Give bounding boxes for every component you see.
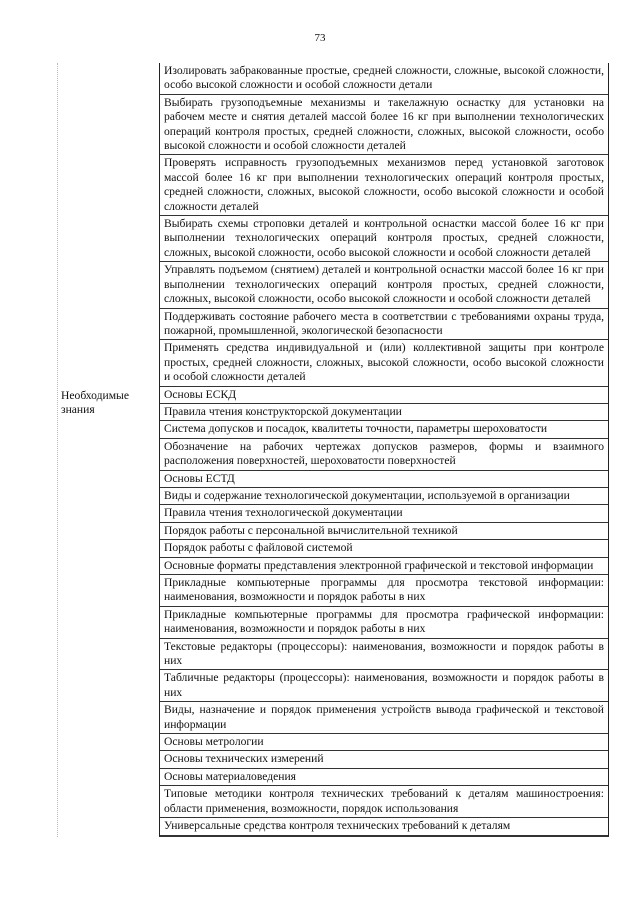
table-row: Прикладные компьютерные программы для просмотра графической информации: наименования, возможности и порядок работы в них bbox=[160, 607, 608, 639]
section-rows bbox=[159, 387, 609, 837]
table-row: Типовые методики контроля технических требований к деталям машиностроения: области применения, возможности, порядок использования bbox=[160, 786, 608, 818]
table-row: Основы технических измерений bbox=[160, 751, 608, 768]
table-row: Порядок работы с персональной вычислительной техникой bbox=[160, 523, 608, 540]
page-number: 73 bbox=[314, 32, 326, 44]
table-row: Правила чтения технологической документации bbox=[160, 505, 608, 522]
table-row: Виды и содержание технологической документации, используемой в организации bbox=[160, 488, 608, 505]
table-row: Прикладные компьютерные программы для просмотра текстовой информации: наименования, возможности и порядок работы в них bbox=[160, 575, 608, 607]
table-row: Выбирать грузоподъемные механизмы и такелажную оснастку для установки на рабочем месте и снятия деталей массой более 16 кг при выполнении технологических операций контроля простых, средней сложности, сложных, высокой сложности, особо высокой сложности и особой сложности деталей bbox=[160, 95, 608, 156]
table-row: Основы ЕСТД bbox=[160, 471, 608, 488]
table-row: Проверять исправность грузоподъемных механизмов перед установкой заготовок массой более 16 кг при выполнении технологических операций контроля простых, средней сложности, сложных, высокой сложности, особо высокой сложности и особой сложности деталей bbox=[160, 155, 608, 216]
table-row: Поддерживать состояние рабочего места в соответствии с требованиями охраны труда, пожарной, промышленной, экологической безопасности bbox=[160, 309, 608, 341]
table-row: Правила чтения конструкторской документации bbox=[160, 404, 608, 421]
table-row: Виды, назначение и порядок применения устройств вывода графической и текстовой информации bbox=[160, 702, 608, 734]
table-row: Выбирать схемы строповки деталей и контрольной оснастки массой более 16 кг при выполнении технологических операций контроля простых, средней сложности, сложных, высокой сложности, особо высокой сложности и особой сложности деталей bbox=[160, 216, 608, 262]
table-row: Универсальные средства контроля технических требований к деталям bbox=[160, 818, 608, 835]
table-row: Порядок работы с файловой системой bbox=[160, 540, 608, 557]
section-label: Необходимые знания bbox=[61, 388, 129, 416]
table-row: Управлять подъемом (снятием) деталей и контрольной оснастки массой более 16 кг при выполнении технологических операций контроля простых, средней сложности, сложных, высокой сложности, особо высокой сложности и особой сложности деталей bbox=[160, 262, 608, 308]
section-skills bbox=[57, 63, 609, 387]
table-row: Основы метрологии bbox=[160, 734, 608, 751]
table-row: Обозначение на рабочих чертежах допусков размеров, формы и взаимного расположения поверхностей, шероховатости поверхностей bbox=[160, 439, 608, 471]
table-row: Табличные редакторы (процессоры): наименования, возможности и порядок работы в них bbox=[160, 670, 608, 702]
table-row: Текстовые редакторы (процессоры): наименования, возможности и порядок работы в них bbox=[160, 639, 608, 671]
table-row: Основы ЕСКД bbox=[160, 387, 608, 404]
table-row: Основы материаловедения bbox=[160, 769, 608, 786]
table-row: Основные форматы представления электронной графической и текстовой информации bbox=[160, 558, 608, 575]
competency-table bbox=[57, 63, 609, 837]
table-row: Применять средства индивидуальной и (или) коллективной защиты при контроле простых, средней сложности, сложных, высокой сложности, особо высокой сложности и особой сложности деталей bbox=[160, 340, 608, 386]
table-row: Изолировать забракованные простые, средней сложности, сложные, высокой сложности, особо высокой сложности и особой сложности детали bbox=[160, 63, 608, 95]
table-row: Система допусков и посадок, квалитеты точности, параметры шероховатости bbox=[160, 421, 608, 438]
section-required-knowledge bbox=[57, 387, 609, 837]
section-rows bbox=[159, 63, 609, 387]
